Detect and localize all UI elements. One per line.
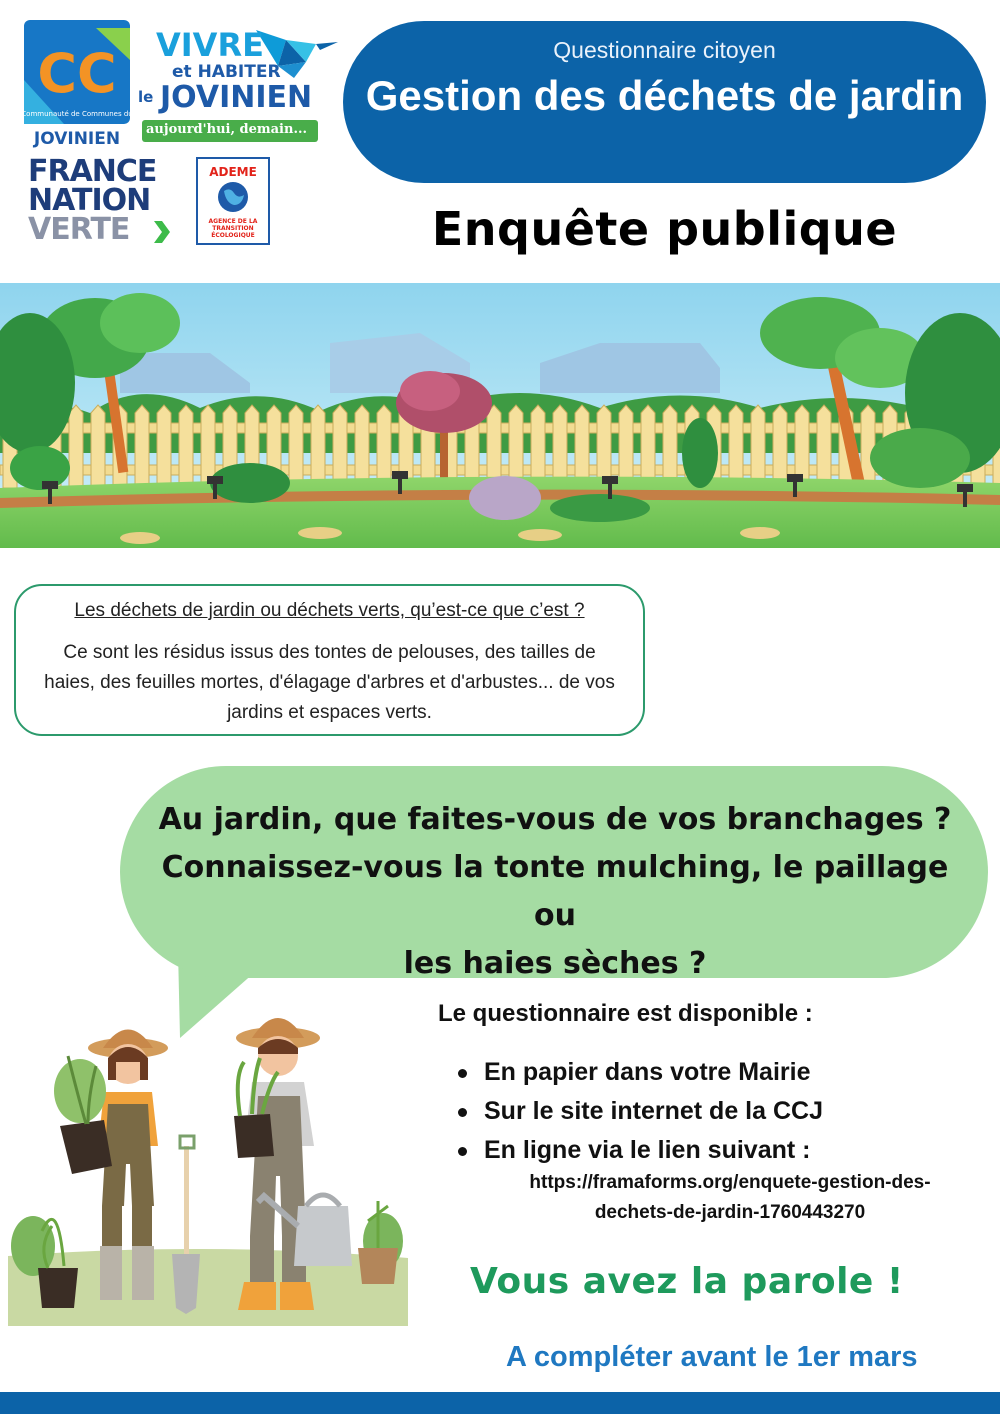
bubble-line-1: Au jardin, que faites-vous de vos branchages ? — [158, 802, 952, 837]
ccj-name: JOVINIEN — [33, 129, 121, 148]
vivre-line3: JOVINIEN — [160, 80, 313, 115]
vivre-line3-prefix: le — [138, 88, 154, 106]
ademe-caption-2: TRANSITION — [212, 225, 254, 232]
page-title: Gestion des déchets de jardin — [365, 72, 964, 119]
bubble-line-3: les haies sèches ? — [403, 946, 707, 981]
ccj-caption: Communauté de Communes du — [24, 110, 130, 118]
list-item: En ligne via le lien suivant : — [458, 1131, 823, 1170]
garden-illustration — [0, 283, 1000, 548]
list-item: En papier dans votre Mairie — [458, 1053, 823, 1092]
vivre-tagline: aujourd'hui, demain... — [146, 122, 308, 137]
definition-question: Les déchets de jardin ou déchets verts, qu’est-ce que c’est ? — [74, 600, 585, 621]
gardeners-illustration — [8, 996, 408, 1326]
ademe-caption-1: AGENCE DE LA — [208, 218, 258, 225]
ademe-logo — [196, 157, 270, 245]
availability-list — [458, 1053, 823, 1170]
definition-box — [14, 584, 645, 736]
speech-bubble-text — [150, 796, 960, 988]
slogan: Vous avez la parole ! — [470, 1261, 904, 1302]
survey-link-line-1: https://framaforms.org/enquete-gestion-des- — [529, 1172, 931, 1193]
list-item: Sur le site internet de la CCJ — [458, 1092, 823, 1131]
ccj-monogram: CC — [37, 42, 117, 105]
france-nation-verte-logo — [28, 154, 178, 247]
vivre-habiter-logo — [138, 22, 338, 144]
vivre-line1: VIVRE — [156, 26, 264, 64]
ccj-logo — [24, 20, 130, 148]
survey-link[interactable] — [480, 1168, 980, 1228]
deadline-text: A compléter avant le 1er mars — [506, 1341, 918, 1373]
availability-title: Le questionnaire est disponible : — [438, 1000, 813, 1027]
survey-link-line-2: dechets-de-jardin-1760443270 — [594, 1202, 866, 1223]
fnv-line2: NATION — [28, 183, 151, 218]
header-kicker: Questionnaire citoyen — [553, 37, 776, 63]
ademe-name: ADEME — [209, 165, 257, 179]
header-banner — [343, 21, 986, 183]
fnv-line3: VERTE — [28, 212, 130, 247]
vivre-line2: et HABITER — [172, 62, 281, 82]
bubble-line-2: Connaissez-vous la tonte mulching, le paillage ou — [161, 850, 949, 933]
definition-text: Ce sont les résidus issus des tontes de pelouses, des tailles de haies, des feuilles mortes, d'élagage d'arbres et d'arbustes... de vos jardins et espaces verts. — [44, 642, 615, 723]
ademe-caption-3: ÉCOLOGIQUE — [211, 232, 255, 239]
footer-bar — [0, 1392, 1000, 1414]
chevron-right-icon — [152, 219, 170, 245]
fnv-line1: FRANCE — [28, 154, 157, 189]
page-subtitle: Enquête publique — [431, 202, 898, 256]
